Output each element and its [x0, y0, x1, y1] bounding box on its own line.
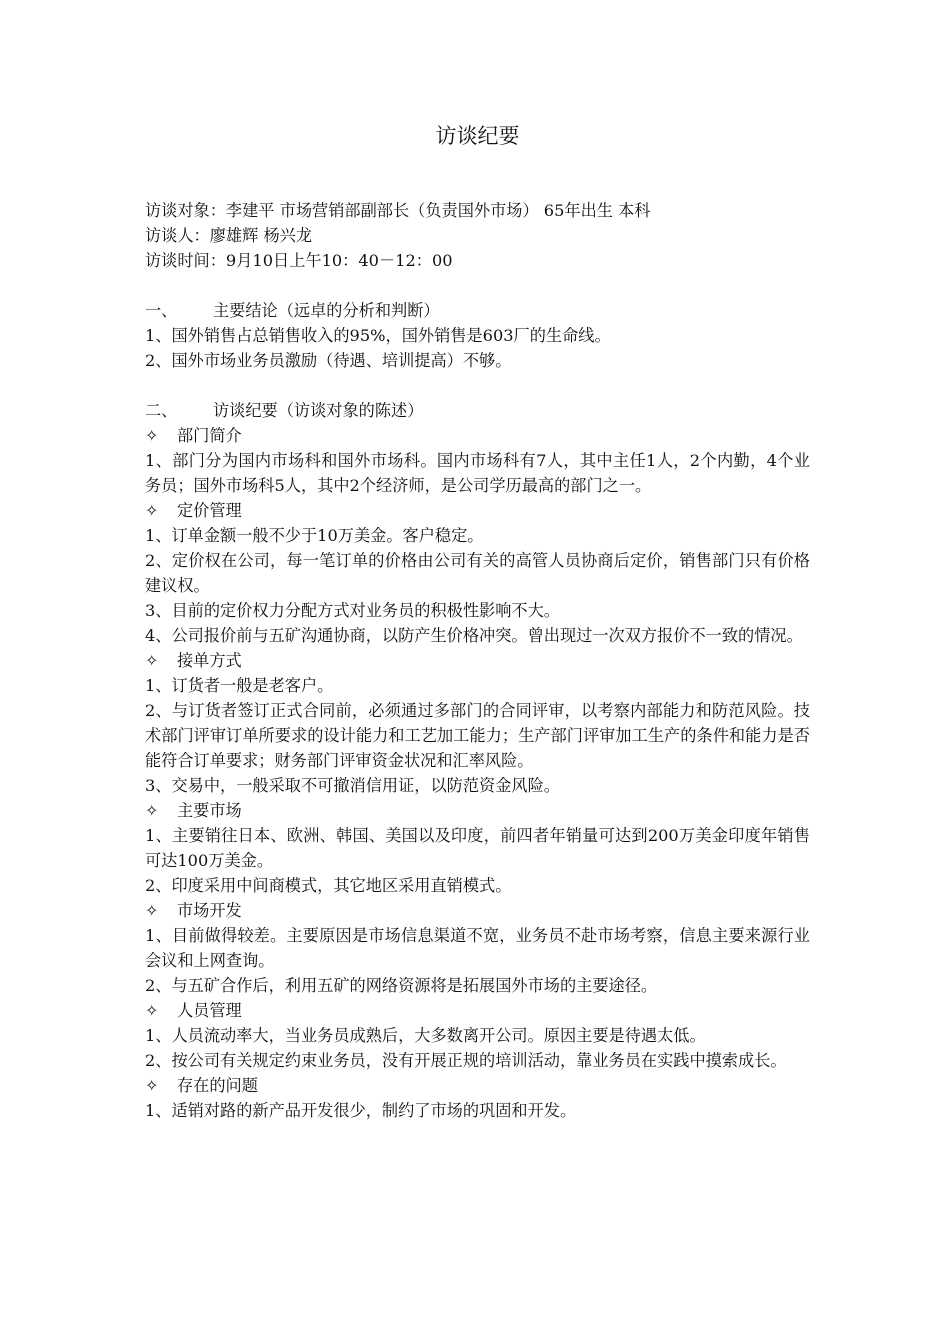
topic-item: 2、定价权在公司，每一笔订单的价格由公司有关的高管人员协商后定价，销售部门只有价格建议权。 [145, 551, 810, 595]
diamond-bullet-icon: ✧ [145, 801, 159, 820]
diamond-bullet-icon: ✧ [145, 426, 159, 445]
interviewee-line: 访谈对象：李建平 市场营销部副部长（负责国外市场） 65年出生 本科 [145, 201, 651, 220]
topic-heading [145, 1073, 810, 1098]
topic-label: 定价管理 [177, 501, 242, 520]
conclusion-item: 1、国外销售占总销售收入的95%，国外销售是603厂的生命线。 [145, 326, 611, 345]
topic-heading [145, 648, 810, 673]
topic-item: 3、目前的定价权力分配方式对业务员的积极性影响不大。 [145, 601, 560, 620]
topic-label: 主要市场 [177, 801, 242, 820]
document-title: 访谈纪要 [435, 124, 520, 148]
topic-label: 人员管理 [177, 1001, 242, 1020]
interviewers-line: 访谈人：廖雄辉 杨兴龙 [145, 226, 313, 245]
topic-heading [145, 998, 810, 1023]
topic-item: 2、按公司有关规定约束业务员，没有开展正规的培训活动，靠业务员在实践中摸索成长。 [145, 1051, 787, 1070]
topic-label: 市场开发 [177, 901, 242, 920]
topic-item: 1、主要销往日本、欧洲、韩国、美国以及印度，前四者年销量可达到200万美金印度年销售可达100万美金。 [145, 826, 810, 870]
topic-heading [145, 498, 810, 523]
section-2-number: 二、 [145, 401, 178, 420]
section-2-heading [145, 398, 810, 423]
spacer [145, 373, 810, 398]
diamond-bullet-icon: ✧ [145, 1001, 159, 1020]
document-page [145, 118, 810, 1123]
section-1-title: 主要结论（远卓的分析和判断） [213, 301, 440, 320]
topic-label: 存在的问题 [177, 1076, 258, 1095]
spacer [145, 273, 810, 298]
topic-heading [145, 898, 810, 923]
topic-label: 部门简介 [177, 426, 242, 445]
section-2-title: 访谈纪要（访谈对象的陈述） [213, 401, 424, 420]
topic-item: 1、适销对路的新产品开发很少，制约了市场的巩固和开发。 [145, 1101, 577, 1120]
topic-item: 2、与订货者签订正式合同前，必须通过多部门的合同评审，以考察内部能力和防范风险。技术部门评审订单所要求的设计能力和工艺加工能力；生产部门评审加工生产的条件和能力是否能符合订单要求；财务部门评审资金状况和汇率风险。 [145, 701, 810, 770]
topic-item: 4、公司报价前与五矿沟通协商，以防产生价格冲突。曾出现过一次双方报价不一致的情况。 [145, 626, 803, 645]
section-1-number: 一、 [145, 301, 178, 320]
diamond-bullet-icon: ✧ [145, 1076, 159, 1095]
topic-heading [145, 423, 810, 448]
topic-item: 1、目前做得较差。主要原因是市场信息渠道不宽，业务员不赴市场考察，信息主要来源行业会议和上网查询。 [145, 926, 810, 970]
topic-item: 1、人员流动率大，当业务员成熟后，大多数离开公司。原因主要是待遇太低。 [145, 1026, 706, 1045]
topic-item: 2、与五矿合作后，利用五矿的网络资源将是拓展国外市场的主要途径。 [145, 976, 658, 995]
diamond-bullet-icon: ✧ [145, 651, 159, 670]
topic-item: 2、印度采用中间商模式，其它地区采用直销模式。 [145, 876, 512, 895]
topic-heading [145, 798, 810, 823]
topic-item: 1、部门分为国内市场科和国外市场科。国内市场科有7人，其中主任1人，2个内勤，4个业务员；国外市场科5人，其中2个经济师，是公司学历最高的部门之一。 [145, 451, 810, 495]
diamond-bullet-icon: ✧ [145, 501, 159, 520]
diamond-bullet-icon: ✧ [145, 901, 159, 920]
section-1-heading [145, 298, 810, 323]
topic-item: 1、订货者一般是老客户。 [145, 676, 334, 695]
conclusion-item: 2、国外市场业务员激励（待遇、培训提高）不够。 [145, 351, 512, 370]
topic-label: 接单方式 [177, 651, 242, 670]
topic-item: 1、订单金额一般不少于10万美金。客户稳定。 [145, 526, 484, 545]
interview-time-line: 访谈时间：9月10日上午10：40－12：00 [145, 251, 453, 270]
topic-item: 3、交易中，一般采取不可撤消信用证，以防范资金风险。 [145, 776, 560, 795]
